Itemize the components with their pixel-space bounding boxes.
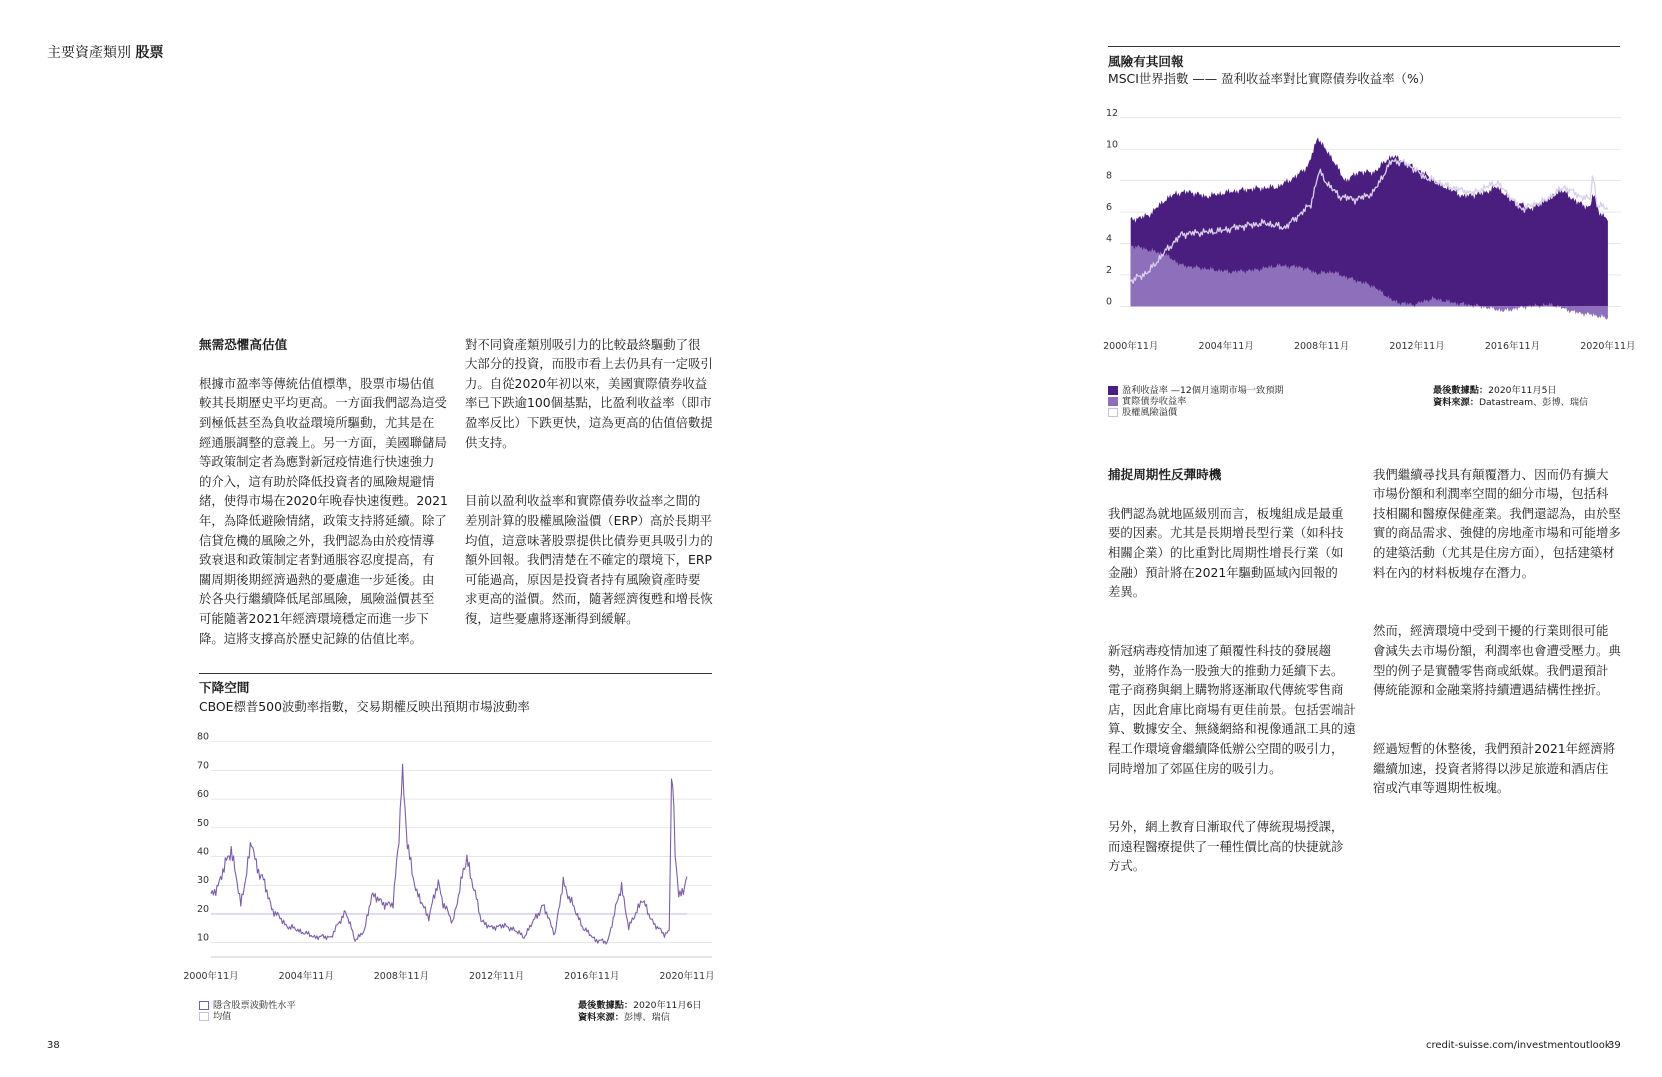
legend-item [199,1011,296,1022]
legend-swatch-mean [199,1012,209,1021]
x-tick-label: 2008年11月 [1293,341,1350,352]
chart-vix [183,725,715,995]
chart-erp-title: 風險有其回報 [1108,54,1184,69]
paragraph: 我們繼續尋找具有顛覆潛力、因而仍有擴大 市場份額和利潤率空間的細分市場，包括科 技相關和醫療保健產業。我們還認為，由於堅 實的商品需求、強健的房地產市場和可能增多 的建築活動（尤其是住房方面），包括建築材 料在內的材料板塊存在潛力。 [1373,466,1621,580]
y-tick-label: 80 [197,731,210,743]
x-tick-label: 2020年11月 [659,971,715,982]
paragraph: 對不同資產類別吸引力的比較最終驅動了很 大部分的投資，而股市看上去仍具有一定吸引 力。自從2020年初以來，美國實際債券收益 率已下跌逾100個基點，比盈利收益率（即市 盈率反比）下跌更快，這為更高的估值倍數提 供支持。 [465,336,713,450]
source-value: 彭博、瑞信 [623,1012,670,1023]
y-tick-label: 20 [197,903,210,915]
paragraph: 新冠病毒疫情加速了顛覆性科技的發展趨 勢，並將作為一股強大的推動力延續下去。 電子商務與網上購物將逐漸取代傳統零售商 店，因此倉庫比商場有更佳前景。包括雲端計 算、數據安全、無綫網絡和視像通訊工具的遠 程工作環境會繼續降低辦公空間的吸引力， 同時增加了郊區住房的吸引力。 [1108,642,1356,776]
legend-swatch-real-yield [1108,397,1118,406]
x-tick-label: 2004年11月 [1198,341,1254,352]
left-text-col-1 [199,315,449,687]
legend-swatch-earnings-yield [1108,386,1118,395]
x-tick-label: 2000年11月 [1103,341,1159,352]
section-heading-valuation: 無需恐懼高估值 [199,336,288,352]
y-tick-label: 60 [197,789,210,801]
chart-erp-legend [1108,385,1284,418]
section-heading-cyclical: 捕捉周期性反彈時機 [1108,466,1222,482]
x-tick-label: 2000年11月 [183,971,239,982]
y-tick-label: 10 [197,932,210,944]
y-tick-label: 10 [1106,139,1119,151]
legend-label: 股權風險溢價 [1122,407,1178,418]
y-tick-label: 12 [1106,107,1119,119]
chart-vix-rule [199,673,712,674]
chart-erp [1103,104,1636,366]
chart-vix-title: 下降空間 [199,680,250,695]
y-tick-label: 2 [1106,264,1113,276]
legend-item [199,1000,296,1011]
y-tick-label: 8 [1106,170,1113,182]
legend-label: 實際債券收益率 [1122,396,1187,407]
note-label: 最後數據點： [578,1000,634,1011]
running-head-topic: 股票 [135,45,164,61]
x-tick-label: 2012年11月 [1389,341,1445,352]
paragraph: 目前以盈利收益率和實際債券收益率之間的 差別計算的股權風險溢價（ERP）高於長期平 均值，這意味著股票提供比債券更具吸引力的 額外回報。我們清楚在不確定的環境下，ERP 可能過高，原因是投資者持有風險資產時要 求更高的溢價。然而，隨著經濟復甦和增長恢 復，這些憂慮將逐漸得到緩解。 [465,493,713,626]
left-text-col-2 [465,315,725,668]
source-label: 資料來源： [1433,397,1479,408]
legend-label: 盈利收益率 —12個月遠期市場一致預期 [1122,385,1284,396]
page-number-right: 39 [1608,1040,1621,1051]
right-text-col-2 [1373,445,1628,837]
running-head [47,42,163,62]
chart-vix-subtitle: CBOE標普500波動率指數，交易期權反映出預期市場波動率 [199,699,530,714]
chart-erp-note [1433,385,1588,409]
y-tick-label: 0 [1106,296,1113,308]
legend-swatch-erp [1108,408,1118,417]
chart-erp-subtitle: MSCI世界指數 —— 盈利收益率對比實際債券收益率（%） [1108,71,1432,86]
source-value: Datastream、彭博、瑞信 [1478,397,1589,408]
note-value: 2020年11月5日 [1488,385,1557,396]
legend-label: 均值 [213,1011,232,1022]
paragraph: 另外，網上教育日漸取代了傳統現場授課， 而遠程醫療提供了一種性價比高的快捷就診 方式。 [1108,819,1344,874]
x-tick-label: 2016年11月 [1484,341,1541,352]
paragraph: 然而，經濟環境中受到干擾的行業則很可能 會減失去市場份額，利潤率也會遭受壓力。典 型的例子是實體零售商或紙媒。我們還預計 傳統能源和金融業將持續遭遇結構性挫折。 [1373,623,1621,698]
footer-url[interactable]: credit-suisse.com/investmentoutlook [1426,1040,1611,1051]
paragraph: 經過短暫的休整後，我們預計2021年經濟將 繼續加速，投資者將得以涉足旅遊和酒店住 宿或汽車等週期性板塊。 [1373,740,1616,796]
series-line-vix [211,764,687,944]
chart-vix-legend [199,1000,296,1022]
y-tick-label: 30 [197,875,210,887]
legend-item [1108,385,1284,396]
y-tick-label: 70 [197,760,210,772]
paragraph: 根據市盈率等傳統估值標準，股票市場估值 較其長期歷史平均更高。一方面我們認為這受 到極低甚至為負收益環境所驅動，尤其是在 經通脹調整的意義上。另一方面，美國聯儲局 等政策制定者為應對新冠疫情進行快速強力 的介入，這有助於降低投資者的風險規避情 緒，使得市場在2020年晚春快速復甦。2021 年，為降低避險情緒，政策支持將延續。除了 信貸危機的風險之外，我們認為由於疫情導 致衰退和政策制定者對通脹容忍度提高，有 關周期後期經濟過熱的憂慮進一步延後。由 於各央行繼續降低尾部風險，風險溢價甚至 可能隨著2021年經濟環境穩定而進一步下 降。這將支撐高於歷史記錄的估值比率。 [199,375,448,646]
chart-erp-rule [1108,46,1620,47]
legend-swatch-vix [199,1001,209,1010]
x-tick-label: 2016年11月 [564,971,620,982]
running-head-section: 主要資產類別 [47,45,131,61]
note-value: 2020年11月6日 [633,1000,702,1011]
legend-label: 隱含股票波動性水平 [213,1000,296,1011]
x-tick-label: 2004年11月 [278,971,334,982]
y-tick-label: 4 [1106,233,1113,245]
note-label: 最後數據點： [1433,385,1489,396]
x-tick-label: 2020年11月 [1580,341,1636,352]
x-tick-label: 2012年11月 [468,971,525,982]
source-label: 資料來源： [578,1012,624,1023]
legend-item [1108,396,1284,407]
x-tick-label: 2008年11月 [373,971,430,982]
y-tick-label: 6 [1106,202,1113,214]
y-tick-label: 50 [197,817,210,829]
right-text-col-1 [1108,445,1358,915]
chart-vix-note [578,1000,702,1024]
y-tick-label: 40 [197,846,210,858]
legend-item [1108,407,1284,418]
page-number-left: 38 [47,1040,60,1051]
paragraph: 我們認為就地區級別而言，板塊組成是最重 要的因素。尤其是長期增長型行業（如科技 相關企業）的比重對比周期性增長行業（如 金融）預計將在2021年驅動區域內回報的 差異。 [1108,505,1344,600]
